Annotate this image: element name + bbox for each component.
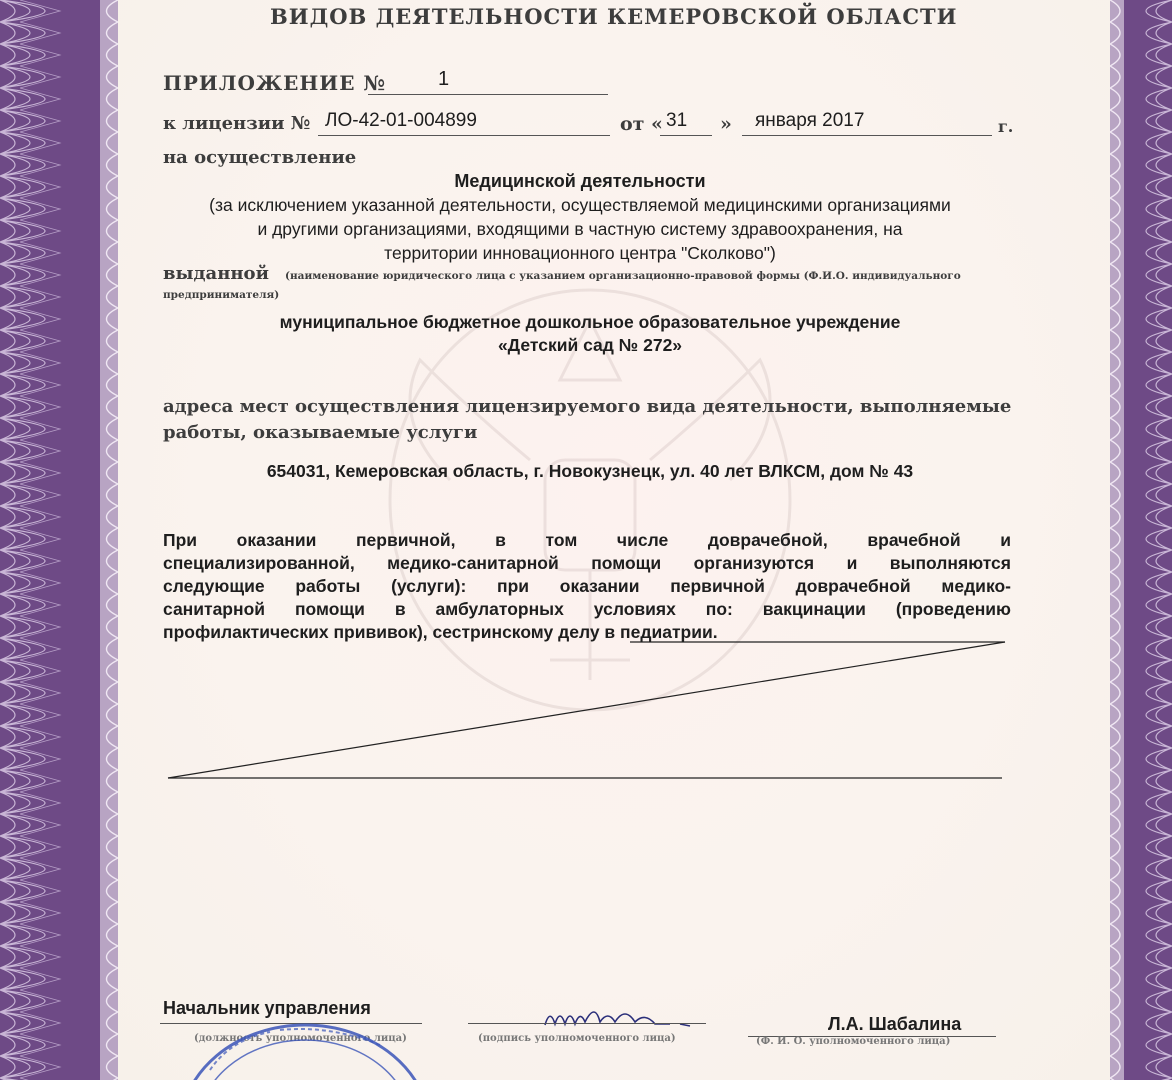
signatory-name: Л.А. Шабалина xyxy=(828,1014,962,1034)
license-number: ЛО-42-01-004899 xyxy=(325,110,477,131)
appendix-number: 1 xyxy=(438,68,450,90)
position-caption: (должность уполномоченного лица) xyxy=(194,1033,407,1044)
license-month-year: января 2017 xyxy=(755,110,865,131)
addresses-label-line-1: адреса мест осуществления лицензируемого вида деятельности, выполняемые xyxy=(163,396,1012,417)
name-caption: (Ф. И. О. уполномоченного лица) xyxy=(756,1036,951,1047)
services-line-1: При оказании первичной, в том числе доврачебной, врачебной и xyxy=(163,530,1011,550)
official-stamp xyxy=(170,1010,420,1080)
organization-name-line-1: муниципальное бюджетное дошкольное образовательное учреждение xyxy=(279,312,901,332)
services-line-4: санитарной помощи в амбулаторных условиях по: вакцинации (проведению xyxy=(163,599,1011,619)
license-label: к лицензии № xyxy=(163,113,311,134)
license-month-underline xyxy=(742,135,992,136)
issued-hint-line-1: (наименование юридического лица с указанием организационно-правовой формы (Ф.И.О. индивидуального xyxy=(285,270,961,282)
services-line-2: специализированной, медико-санитарной помощи организуются и выполняются xyxy=(163,553,1011,573)
activity-note-line-1: (за исключением указанной деятельности, осуществляемой медицинскими организациями xyxy=(209,195,951,215)
issued-hint-line-2: предпринимателя) xyxy=(163,289,280,301)
signatory-position: Начальник управления xyxy=(163,998,371,1018)
appendix-underline xyxy=(368,94,608,95)
address-value: 654031, Кемеровская область, г. Новокузнецк, ул. 40 лет ВЛКСМ, дом № 43 xyxy=(266,461,914,481)
license-year-suffix: г. xyxy=(998,117,1014,136)
decorative-border-left xyxy=(0,0,118,1080)
license-date-mid: » xyxy=(720,113,732,135)
license-day-underline xyxy=(660,135,712,136)
activity-note-line-2: и другими организациями, входящими в частную систему здравоохранения, на xyxy=(257,219,903,239)
activity-name: Медицинской деятельности xyxy=(454,171,706,191)
signature-caption: (подпись уполномоченного лица) xyxy=(478,1033,676,1044)
license-number-underline xyxy=(318,135,610,136)
services-line-3: следующие работы (услуги): при оказании первичной доврачебной медико- xyxy=(163,576,1011,596)
license-day: 31 xyxy=(666,110,688,131)
appendix-label: ПРИЛОЖЕНИЕ № xyxy=(163,71,387,95)
decorative-border-right xyxy=(1110,0,1172,1080)
activity-note-line-3: территории инновационного центра "Сколково") xyxy=(384,243,776,263)
issued-label: выданной xyxy=(163,263,269,284)
activity-label: на осуществление xyxy=(163,147,357,168)
addresses-label-line-2: работы, оказываемые услуги xyxy=(163,422,478,443)
license-date-prefix: от « xyxy=(620,113,663,135)
organization-name-line-2: «Детский сад № 272» xyxy=(497,335,683,355)
blank-space-strike-lines xyxy=(150,630,1020,790)
header-title: ВИДОВ ДЕЯТЕЛЬНОСТИ КЕМЕРОВСКОЙ ОБЛАСТИ xyxy=(270,4,958,29)
signature-underline xyxy=(468,1023,706,1024)
services-line-5: профилактических прививок), сестринскому делу в педиатрии. xyxy=(163,622,718,642)
